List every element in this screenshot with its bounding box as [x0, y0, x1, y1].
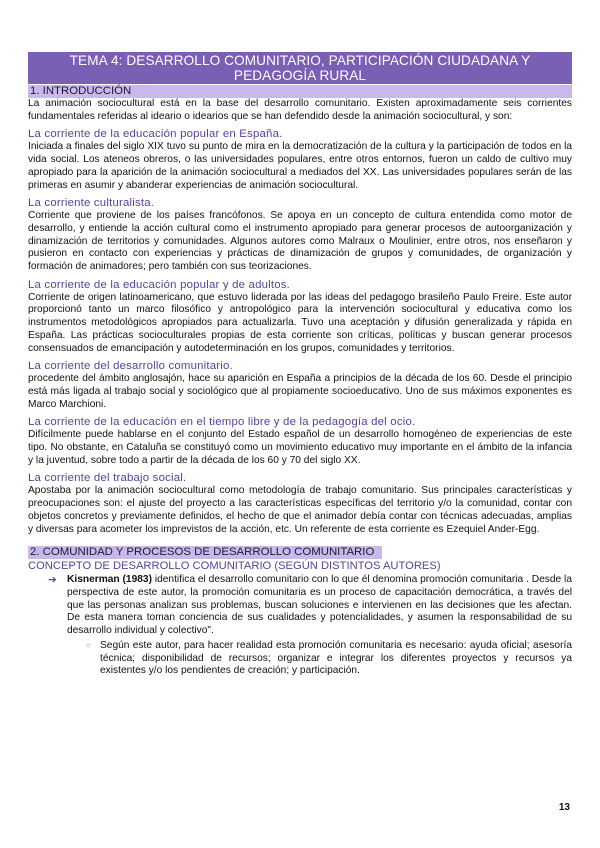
- subheading-concepto: CONCEPTO DE DESARROLLO COMUNITARIO (SEGÚN DISTINTOS AUTORES): [28, 560, 441, 573]
- current-text-tiempo-libre: Difícilmente puede hablarse en el conjunto del Estado español de un desarrollo homogéneo de experiencias de este tipo. No obstante, en Cataluña se constituyó como un movimiento educativo muy importante en el ámbito de la infancia y la juventud, sobre todo a partir de la década de los 60 y 70 del siglo XX.: [28, 429, 572, 466]
- current-heading-trabajo-social: La corriente del trabajo social.: [28, 472, 187, 485]
- document-page: [28, 52, 572, 678]
- section-heading-introduccion: 1. INTRODUCCIÓN: [28, 85, 572, 98]
- current-heading-educacion-adultos: La corriente de la educación popular y de adultos.: [28, 278, 291, 291]
- intro-paragraph: La animación sociocultural está en la base del desarrollo comunitario. Existen aproximadamente seis corrientes fundamentales referidas al ideario o idearios que se han defendido desde la animación sociocultural, y son:: [28, 98, 572, 122]
- current-heading-culturalista: La corriente culturalista.: [28, 197, 155, 210]
- bullet-text: [67, 574, 572, 638]
- current-text-educacion-popular: Iniciada a finales del siglo XIX tuvo su punto de mira en la democratización de la cultura y la participación de todos en la vida social. Los ateneos obreros, o las universidades populares, entre otros entornos, fueron un caldo de cultivo muy apropiado para la aparición de la animación sociocultural a mediados del XX. Las universidades populares serán de las primeras en asumir y abanderar experiencias de animación sociocultural.: [28, 141, 572, 191]
- circle-bullet-icon: ○: [86, 640, 91, 650]
- bullet-kisnerman: [28, 574, 572, 638]
- arrow-bullet-icon: ➔: [48, 574, 57, 587]
- page-title: TEMA 4: DESARROLLO COMUNITARIO, PARTICIPACIÓN CIUDADANA Y PEDAGOGÍA RURAL: [28, 52, 572, 84]
- current-heading-tiempo-libre: La corriente de la educación en el tiempo libre y de la pedagogía del ocio.: [28, 416, 416, 429]
- current-text-educacion-adultos: Corriente de origen latinoamericano, que estuvo liderada por las ideas del pedagogo brasileño Paulo Freire. Este autor proporcionó tanto un marco filosófico y antropológico para la intervención sociocultural y educativa como los instrumentos metodológicos apropiados para actualizarla. Tuvo una aceptación y difusión generalizada y rápida en España. Las prácticas socioculturales propias de esta corriente son críticas, políticas y buscan generar procesos consensuados de emancipación y autodeterminación en los grupos, comunidades y territorios.: [28, 291, 572, 354]
- current-heading-educacion-popular: La corriente de la educación popular en España.: [28, 128, 283, 141]
- current-text-desarrollo-comunitario: procedente del ámbito anglosajón, hace su aparición en España a principios de la década de los 60. Desde el principio está más ligada al trabajo social y sociológico que al propiamente socioeducativo. Uno de sus máximos exponentes es Marco Marchioni.: [28, 373, 572, 410]
- bullet-author: Kisnerman (1983): [67, 574, 152, 586]
- sub-bullet: [28, 640, 572, 678]
- current-heading-desarrollo-comunitario: La corriente del desarrollo comunitario.: [28, 360, 233, 373]
- page-number: 13: [558, 802, 570, 813]
- section-heading-comunidad: 2. COMUNIDAD Y PROCESOS DE DESARROLLO COMUNITARIO: [28, 546, 382, 559]
- bullet-body: identifica el desarrollo comunitario con lo que él denomina promoción comunitaria . Desde la perspectiva de este autor, la promoción comunitaria es un proceso de capacitación democrática, a través del que las personas analizan sus problemas, buscan soluciones e intervienen en las decisiones que les afectan. De esta manera toman conciencia de sus cualidades y potencialidades, y asumen la responsabilidad de su desarrollo individual y colectivo".: [67, 574, 572, 637]
- sub-bullet-text: Según este autor, para hacer realidad esta promoción comunitaria es necesario: ayuda oficial; asesoría técnica; disponibilidad de recursos; organizar e integrar los diferentes proyectos y recursos ya existentes y/o los pendientes de creación; y participación.: [100, 639, 572, 677]
- current-text-trabajo-social: Apostaba por la animación sociocultural como metodología de trabajo comunitario. Sus principales características y preocupaciones son: el ajuste del proyecto a las características específicas del territorio y/o la comunidad, contar con objetos concretos y previamente definidos, el hecho de que el animador debía contar con técnicas adecuadas, amplias y diversas para acometer los imprevistos de la acción, etc. Un referente de esta corriente es Ezequiel Ander-Egg.: [28, 485, 572, 535]
- current-text-culturalista: Corriente que proviene de los países francófonos. Se apoya en un concepto de cultura entendida como motor de desarrollo, y entiende la acción cultural como el instrumento apropiado para generar procesos de autoorganización y dinamización de territorios y comunidades. Algunos autores como Malraux o Moulinier, entre otros, nos enseñaron y pusieron en contacto con experiencias y prácticas de dinamización de grupos y comunidades, de organización y formación de animadores; pero también con sus teorizaciones.: [28, 210, 572, 273]
